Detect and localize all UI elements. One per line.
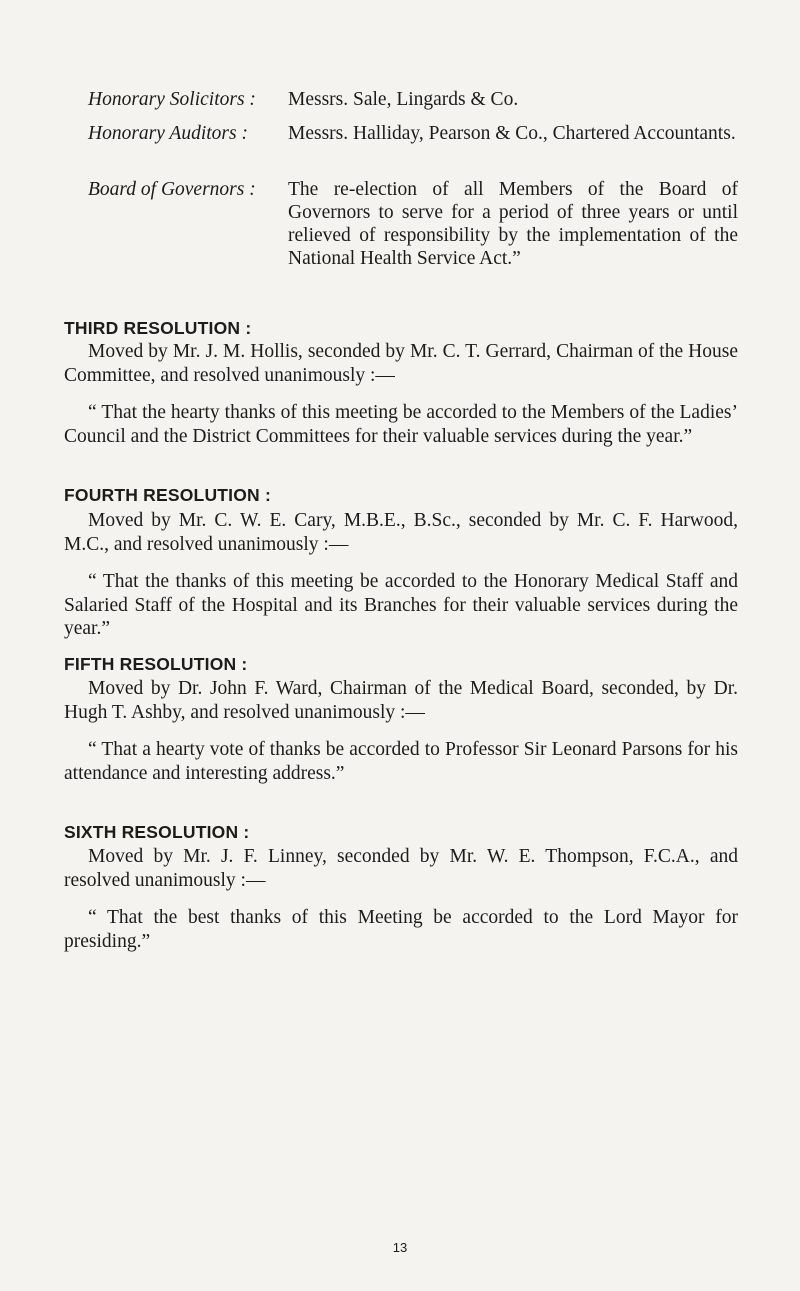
resolution-quote-text: “ That the thanks of this meeting be accorded to the Honorary Medical Staff and Salaried Staff of the Hospital and its Branches for their valuable services during the year.” xyxy=(64,571,738,639)
resolution-quote-text: “ That a hearty vote of thanks be accorded to Professor Sir Leonard Parsons for his attendance and interesting address.” xyxy=(64,739,738,784)
resolution-moved-text: Moved by Dr. John F. Ward, Chairman of the Medical Board, seconded, by Dr. Hugh T. Ashby, and resolved unanimously :— xyxy=(64,678,738,723)
appointment-value: Messrs. Halliday, Pearson & Co., Chartered Accountants. xyxy=(288,123,736,144)
resolution-heading: FOURTH RESOLUTION : xyxy=(64,485,271,505)
resolution-quote-text: “ That the hearty thanks of this meeting be accorded to the Members of the Ladies’ Council and the District Committees for their valuable services during the year.” xyxy=(64,402,738,447)
page-number: 13 xyxy=(392,1240,408,1255)
appointment-label: Honorary Auditors : xyxy=(88,123,248,144)
appointment-label: Board of Governors : xyxy=(88,179,256,200)
resolution-moved-text: Moved by Mr. J. M. Hollis, seconded by Mr. C. T. Gerrard, Chairman of the House Committee, and resolved unanimously :— xyxy=(64,341,738,386)
resolution-heading: FIFTH RESOLUTION : xyxy=(64,654,248,674)
resolution-heading: THIRD RESOLUTION : xyxy=(64,318,252,338)
appointment-value: The re-election of all Members of the Board of Governors to serve for a period of three years or until relieved of responsibility by the implementation of the National Health Service Act.” xyxy=(288,179,738,269)
resolution-quote-text: “ That the best thanks of this Meeting be accorded to the Lord Mayor for presiding.” xyxy=(64,907,738,952)
appointment-label: Honorary Solicitors : xyxy=(88,89,256,110)
appointment-value: Messrs. Sale, Lingards & Co. xyxy=(288,89,519,110)
resolution-heading: SIXTH RESOLUTION : xyxy=(64,822,250,842)
resolution-moved-text: Moved by Mr. J. F. Linney, seconded by Mr. W. E. Thompson, F.C.A., and resolved unanimously :— xyxy=(64,846,738,891)
resolution-moved-text: Moved by Mr. C. W. E. Cary, M.B.E., B.Sc., seconded by Mr. C. F. Harwood, M.C., and resolved unanimously :— xyxy=(64,510,738,555)
